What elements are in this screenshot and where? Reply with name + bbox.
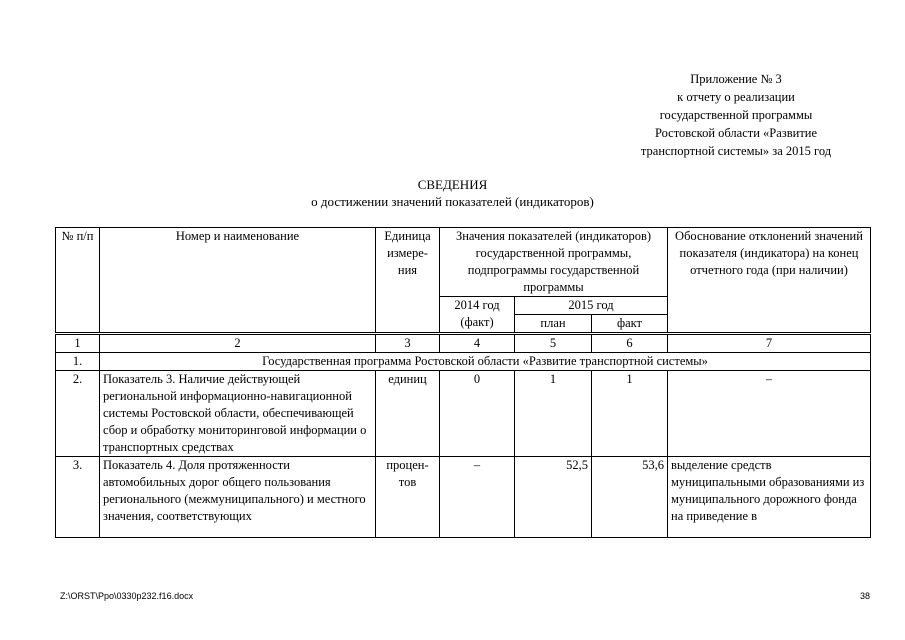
row-unit: единиц — [376, 371, 440, 457]
section-num: 1. — [56, 353, 100, 371]
header-plan: план — [515, 315, 592, 334]
header-fact: факт — [592, 315, 668, 334]
row-name: Показатель 4. Доля протяженности автомобильных дорог общего пользования регионального (межмуниципального) и местного значения, соответствующих — [100, 457, 376, 538]
column-number: 5 — [515, 334, 592, 353]
appendix-header — [600, 70, 872, 160]
header-reason: Обоснование отклонений значений показателя (индикатора) на конец отчетного года (при наличии) — [668, 228, 871, 334]
column-numbers-row — [56, 334, 871, 353]
appendix-line: Приложение № 3 — [690, 72, 782, 86]
row-2014: 0 — [440, 371, 515, 457]
row-2014: – — [440, 457, 515, 538]
title-main: СВЕДЕНИЯ — [417, 177, 488, 192]
appendix-line: Ростовской области «Развитие — [654, 126, 818, 140]
row-reason: – — [668, 371, 871, 457]
appendix-line: к отчету о реализации — [677, 90, 795, 104]
page-number: 38 — [859, 591, 870, 601]
row-num: 2. — [56, 371, 100, 457]
section-row — [56, 353, 871, 371]
document-title — [0, 176, 905, 210]
row-name: Показатель 3. Наличие действующей региональной информационно-навигационной системы Ростовской области, обеспечивающей сбор и обработку мониторинговой информации о транспортных средствах — [100, 371, 376, 457]
title-subtitle: о достижении значений показателей (индикаторов) — [311, 194, 594, 209]
row-plan: 1 — [515, 371, 592, 457]
column-number: 6 — [592, 334, 668, 353]
table-row — [56, 371, 871, 457]
header-num: № п/п — [56, 228, 100, 334]
indicators-table — [55, 227, 871, 538]
row-unit: процен-тов — [376, 457, 440, 538]
section-title: Государственная программа Ростовской области «Развитие транспортной системы» — [100, 353, 871, 371]
appendix-line: государственной программы — [659, 108, 813, 122]
row-fact: 53,6 — [592, 457, 668, 538]
header-name: Номер и наименование — [100, 228, 376, 334]
column-number: 1 — [56, 334, 100, 353]
appendix-line: транспортной системы» за 2015 год — [640, 144, 832, 158]
column-number: 3 — [376, 334, 440, 353]
row-num: 3. — [56, 457, 100, 538]
column-number: 2 — [100, 334, 376, 353]
table-row — [56, 457, 871, 538]
header-2014: 2014 год (факт) — [440, 297, 515, 334]
column-number: 4 — [440, 334, 515, 353]
header-2015: 2015 год — [515, 297, 668, 315]
row-reason: выделение средств муниципальными образованиями из муниципального дорожного фонда на приведение в — [668, 457, 871, 538]
header-values: Значения показателей (индикаторов) государственной программы, подпрограммы государственной программы — [440, 228, 668, 297]
header-unit: Единица измере-ния — [376, 228, 440, 334]
file-path: Z:\ORST\Ppo\0330p232.f16.docx — [60, 591, 194, 601]
row-plan: 52,5 — [515, 457, 592, 538]
column-number: 7 — [668, 334, 871, 353]
row-fact: 1 — [592, 371, 668, 457]
